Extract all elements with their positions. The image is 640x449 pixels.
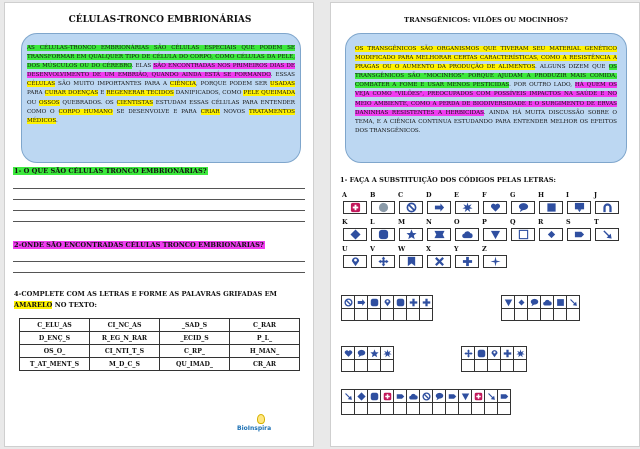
letter-answer-box[interactable] xyxy=(472,402,484,414)
banner-icon xyxy=(427,228,451,241)
letter-answer-box[interactable] xyxy=(567,308,579,320)
arrow-diagonal-icon xyxy=(487,391,496,402)
highlight-color-word: AMARELO xyxy=(14,301,53,309)
text-segment: . POR OUTRO LADO, xyxy=(509,82,575,89)
text-segment: HÁ QUEM OS VEJA COMO "VILÕES", PREOCUPADOS COM POSSÍVEIS IMPACTOS NA SAÚDE E NO MEIO AMBIENTE, COMO A PERDA DE BIODIVERSIDADE E O SURGIMENTO DE ERVAS DANINHAS RESISTENTES A HERBICIDAS xyxy=(355,82,617,116)
code-box[interactable] xyxy=(527,295,541,321)
word-cell[interactable]: D_ENÇ_S xyxy=(20,332,90,345)
cipher-letter: O xyxy=(454,218,460,226)
letter-answer-box[interactable] xyxy=(502,308,514,320)
word-cell[interactable]: C_RAR xyxy=(230,319,300,332)
code-box[interactable] xyxy=(514,295,528,321)
letter-answer-box[interactable] xyxy=(554,308,566,320)
letter-answer-box[interactable] xyxy=(355,308,367,320)
plus-square-icon xyxy=(383,391,392,402)
cipher-entry xyxy=(565,191,593,218)
text-segment: OSSOS xyxy=(39,99,60,106)
code-box[interactable] xyxy=(393,295,407,321)
word-row xyxy=(20,358,300,371)
x-icon xyxy=(427,255,451,268)
cipher-letter: T xyxy=(594,218,599,226)
thick-plus-icon xyxy=(503,348,512,359)
diamond-icon xyxy=(357,391,366,402)
text-segment: CIENTISTAS xyxy=(116,99,154,106)
letter-answer-box[interactable] xyxy=(515,308,527,320)
tag-icon xyxy=(567,228,591,241)
tag-icon xyxy=(448,391,457,402)
cipher-letter: G xyxy=(510,191,516,199)
text-segment: TRATAMENTOS MÉDICOS xyxy=(27,108,295,124)
speech-bubble-icon xyxy=(530,297,539,308)
letter-answer-box[interactable] xyxy=(342,308,354,320)
rounded-square-icon xyxy=(370,297,379,308)
code-box[interactable] xyxy=(406,295,420,321)
code-box[interactable] xyxy=(380,295,394,321)
cipher-key xyxy=(341,191,621,272)
left-question-1: 1- O QUE SÃO CÉLULAS TRONCO EMBRIONÁRIAS? xyxy=(14,167,207,175)
cipher-entry xyxy=(509,218,537,245)
cipher-entry xyxy=(397,218,425,245)
square-icon xyxy=(539,201,563,214)
word-cell[interactable]: QU_IMAD_ xyxy=(160,358,230,371)
text-segment: SÃO ENCONTRADAS NOS PRIMEIROS DIAS DE DESENVOLVIMENTO DE UM EMBRIÃO, QUANDO AINDA ESTÁ SE FORMANDO xyxy=(27,63,295,79)
publisher-logo: BioInspira xyxy=(237,425,272,432)
tag-icon xyxy=(500,391,509,402)
sparkle-icon xyxy=(483,255,507,268)
word-cell[interactable]: CI_NTI_T_S xyxy=(90,345,160,358)
code-box[interactable] xyxy=(500,346,514,372)
word-row xyxy=(20,332,300,345)
text-segment: DANIFICADOS, COMO xyxy=(173,90,244,97)
cipher-letter: B xyxy=(370,191,376,199)
letter-answer-box[interactable] xyxy=(355,359,367,371)
text-segment: PARA xyxy=(27,90,45,97)
cipher-entry xyxy=(341,191,369,218)
word-cell[interactable]: H_MAN_ xyxy=(230,345,300,358)
star-icon xyxy=(399,228,423,241)
text-segment: PELE QUEIMADA xyxy=(243,90,295,97)
code-box[interactable] xyxy=(393,389,407,415)
letter-answer-box[interactable] xyxy=(368,359,380,371)
letter-answer-box[interactable] xyxy=(420,402,432,414)
code-box[interactable] xyxy=(501,295,515,321)
cloud-icon xyxy=(455,228,479,241)
word-cell[interactable]: M_D_C_S xyxy=(90,358,160,371)
code-word-row xyxy=(341,295,432,321)
pin-icon xyxy=(490,348,499,359)
arrow-icon xyxy=(357,297,366,308)
cipher-letter: S xyxy=(566,218,571,226)
code-box[interactable] xyxy=(406,389,420,415)
cipher-letter: H xyxy=(538,191,545,199)
no-entry-icon xyxy=(422,391,431,402)
star-icon xyxy=(370,348,379,359)
triangle-down-icon xyxy=(504,297,513,308)
text-segment: CRIAR xyxy=(200,108,220,115)
tag-icon xyxy=(396,391,405,402)
burst-icon xyxy=(516,348,525,359)
letter-answer-box[interactable] xyxy=(528,308,540,320)
cross-arrows-icon xyxy=(464,348,473,359)
cipher-entry xyxy=(425,191,453,218)
right-worksheet-page xyxy=(330,2,640,447)
cipher-letter: J xyxy=(594,191,598,199)
cipher-letter: C xyxy=(398,191,404,199)
word-cell[interactable]: CR_AR xyxy=(230,358,300,371)
plus-square-icon xyxy=(343,201,367,214)
burst-icon xyxy=(455,201,479,214)
text-segment: CÉLULAS xyxy=(27,81,56,88)
cipher-entry xyxy=(341,245,369,272)
left-worksheet-page xyxy=(4,2,314,447)
word-cell[interactable]: T_AT_MENT_S xyxy=(20,358,90,371)
text-segment: NOVOS xyxy=(219,108,249,115)
thick-plus-icon xyxy=(409,297,418,308)
triangle-down-icon xyxy=(483,228,507,241)
code-box[interactable] xyxy=(341,389,355,415)
rounded-square-icon xyxy=(371,228,395,241)
letter-answer-box[interactable] xyxy=(381,402,393,414)
letter-answer-box[interactable] xyxy=(433,402,445,414)
cipher-entry xyxy=(369,245,397,272)
letter-answer-box[interactable] xyxy=(459,402,471,414)
letter-answer-box[interactable] xyxy=(381,359,393,371)
word-row xyxy=(20,345,300,358)
cipher-entry xyxy=(453,245,481,272)
left-question-4 xyxy=(13,290,278,298)
speech-bubble-icon xyxy=(435,391,444,402)
left-reading-text xyxy=(27,44,295,126)
cipher-letter: D xyxy=(426,191,432,199)
cipher-letter: W xyxy=(398,245,406,253)
cipher-entry xyxy=(397,191,425,218)
letter-answer-box[interactable] xyxy=(368,402,380,414)
cipher-entry xyxy=(565,218,593,245)
cipher-entry xyxy=(593,218,621,245)
text-segment: OS TRANSGÊNICOS SÃO "MOCINHOS" PORQUE AJUDAM A PRODUZIR MAIS COMIDA, COMBATER A FOME E USAR MENOS PESTICIDAS xyxy=(355,64,617,89)
cipher-letter: X xyxy=(426,245,431,253)
lightbulb-icon xyxy=(257,414,265,424)
cipher-entry xyxy=(341,218,369,245)
text-segment: ESTUDAM ESSAS CÉLULAS PARA ENTENDER COMO O xyxy=(27,99,295,115)
word-cell[interactable]: R_EG_N_RAR xyxy=(90,332,160,345)
answer-line[interactable] xyxy=(13,210,305,211)
callout-icon xyxy=(567,201,591,214)
text-segment: . ALGUNS DIZEM QUE xyxy=(535,64,609,71)
letter-answer-box[interactable] xyxy=(394,402,406,414)
code-box[interactable] xyxy=(540,295,554,321)
cipher-entry xyxy=(425,245,453,272)
letter-answer-box[interactable] xyxy=(394,308,406,320)
cipher-entry xyxy=(593,191,621,218)
cipher-letter: K xyxy=(342,218,348,226)
text-segment: REGENERAR TECIDOS xyxy=(106,90,174,97)
code-box[interactable] xyxy=(380,389,394,415)
text-segment: , PORQUE PODEM SER xyxy=(195,81,271,88)
text-segment: USADAS xyxy=(270,81,295,88)
rounded-square-icon xyxy=(477,348,486,359)
small-diamond-icon xyxy=(517,297,526,308)
code-box[interactable] xyxy=(419,295,433,321)
code-box[interactable] xyxy=(354,295,368,321)
text-segment: . AINDA HÁ MUITA DISCUSSÃO SOBRE O TEMA, E A CIÊNCIA CONTINUA ESTUDANDO PARA ENTENDER MELHOR OS EFEITOS DOS TRANSGÊNICOS. xyxy=(355,109,617,134)
code-box[interactable] xyxy=(497,389,511,415)
letter-answer-box[interactable] xyxy=(368,308,380,320)
letter-answer-box[interactable] xyxy=(446,402,458,414)
code-box[interactable] xyxy=(513,346,527,372)
pin-icon xyxy=(383,297,392,308)
left-question-2: 2-ONDE SÃO ENCONTRADAS CÉLULAS TRONCO EMBRIONÁRIAS? xyxy=(14,241,264,249)
cipher-letter: Y xyxy=(454,245,459,253)
right-question-1: 1- FAÇA A SUBSTITUIÇÃO DOS CÓDIGOS PELAS LETRAS: xyxy=(340,176,556,184)
left-question-4-text: 4-COMPLETE COM AS LETRAS E FORME AS PALAVRAS GRIFADAS EM xyxy=(14,290,277,298)
heart-icon xyxy=(483,201,507,214)
text-segment: CORPO HUMANO xyxy=(58,108,113,115)
speech-bubble-icon xyxy=(357,348,366,359)
text-segment: . ESSAS xyxy=(270,72,296,79)
code-word-row xyxy=(461,346,526,372)
code-box[interactable] xyxy=(487,346,501,372)
cipher-entry xyxy=(369,191,397,218)
heart-icon xyxy=(344,348,353,359)
letter-answer-box[interactable] xyxy=(342,402,354,414)
arrow-diagonal-icon xyxy=(344,391,353,402)
cipher-entry xyxy=(453,218,481,245)
gray-circle-icon xyxy=(371,201,395,214)
pin-icon xyxy=(343,255,367,268)
cipher-letter: N xyxy=(426,218,432,226)
cipher-entry xyxy=(509,191,537,218)
code-box[interactable] xyxy=(354,389,368,415)
letter-answer-box[interactable] xyxy=(342,359,354,371)
code-box[interactable] xyxy=(380,346,394,372)
letter-answer-box[interactable] xyxy=(381,308,393,320)
code-word-row xyxy=(341,346,393,372)
cipher-letter: I xyxy=(566,191,569,199)
empty-square-icon xyxy=(511,228,535,241)
thick-plus-icon xyxy=(422,297,431,308)
square-icon xyxy=(556,297,565,308)
text-segment: CURAR DOENÇAS xyxy=(44,90,99,97)
text-segment: . xyxy=(56,117,58,124)
code-box[interactable] xyxy=(341,295,355,321)
cipher-letter: F xyxy=(482,191,487,199)
rounded-square-icon xyxy=(396,297,405,308)
cipher-letter: V xyxy=(370,245,375,253)
text-segment: CIÊNCIA xyxy=(169,81,196,88)
cipher-entry xyxy=(481,245,509,272)
code-box[interactable] xyxy=(354,346,368,372)
code-box[interactable] xyxy=(432,389,446,415)
letter-answer-box[interactable] xyxy=(462,359,474,371)
code-box[interactable] xyxy=(341,346,355,372)
answer-line[interactable] xyxy=(13,188,305,189)
text-segment: OU xyxy=(27,99,40,106)
cipher-entry xyxy=(537,218,565,245)
rounded-square-icon xyxy=(370,391,379,402)
word-cell[interactable]: OS_O_ xyxy=(20,345,90,358)
word-completion-table xyxy=(19,318,300,371)
small-diamond-icon xyxy=(539,228,563,241)
letter-answer-box[interactable] xyxy=(420,308,432,320)
text-segment: SÃO MUITO IMPORTANTES PARA A xyxy=(55,81,170,88)
answer-line[interactable] xyxy=(13,221,305,222)
code-word-row xyxy=(501,295,579,321)
text-segment: E xyxy=(98,90,107,97)
cipher-entry xyxy=(397,245,425,272)
left-question-4-cont xyxy=(13,301,98,309)
right-page-title: TRANSGÊNICOS: VILÕES OU MOCINHOS? xyxy=(404,16,568,24)
cipher-letter: L xyxy=(370,218,375,226)
code-box[interactable] xyxy=(419,389,433,415)
cipher-letter: R xyxy=(538,218,544,226)
arrow-diagonal-icon xyxy=(595,228,619,241)
arrow-icon xyxy=(427,201,451,214)
code-box[interactable] xyxy=(458,389,472,415)
text-segment: AS CÉLULAS-TRONCO EMBRIONÁRIAS SÃO CÉLULAS ESPECIAIS QUE PODEM SE TRANSFORMAR EM QUALQUER TIPO DE CÉLULA DO CORPO, COMO CÉLULAS DA PELE, DOS MÚSCULOS OU DO CÉREBRO xyxy=(27,45,295,70)
cipher-letter: P xyxy=(482,218,487,226)
word-cell[interactable]: CI_NC_AS xyxy=(90,319,160,332)
right-reading-text xyxy=(355,45,617,136)
burst-icon xyxy=(383,348,392,359)
letter-answer-box[interactable] xyxy=(514,359,526,371)
letter-answer-box[interactable] xyxy=(475,359,487,371)
cipher-entry xyxy=(369,218,397,245)
cipher-entry xyxy=(537,191,565,218)
cross-arrows-icon xyxy=(371,255,395,268)
word-cell[interactable]: _ECID_S xyxy=(160,332,230,345)
code-box[interactable] xyxy=(367,295,381,321)
cipher-letter: E xyxy=(454,191,459,199)
answer-line[interactable] xyxy=(13,261,305,262)
code-box[interactable] xyxy=(367,389,381,415)
triangle-down-icon xyxy=(461,391,470,402)
code-word-row xyxy=(341,389,510,415)
diamond-icon xyxy=(343,228,367,241)
cipher-letter: Q xyxy=(510,218,516,226)
code-box[interactable] xyxy=(553,295,567,321)
text-segment: OS TRANSGÊNICOS SÃO ORGANISMOS QUE TIVERAM SEU MATERIAL GENÉTICO MODIFICADO PARA MELHORAR CERTAS CARACTERÍSTICAS, COMO A RESISTÊNCIA A PRAGAS OU O AUMENTO DA PRODUÇÃO DE ALIMENTOS xyxy=(355,46,617,71)
speech-bubble-icon xyxy=(511,201,535,214)
cipher-entry xyxy=(425,218,453,245)
word-cell[interactable]: _SAD_S xyxy=(160,319,230,332)
code-box[interactable] xyxy=(566,295,580,321)
word-cell[interactable]: C_ELU_AS xyxy=(20,319,90,332)
code-box[interactable] xyxy=(484,389,498,415)
answer-line[interactable] xyxy=(13,272,305,273)
code-box[interactable] xyxy=(445,389,459,415)
cipher-letter: A xyxy=(342,191,347,199)
cloud-icon xyxy=(409,391,418,402)
code-box[interactable] xyxy=(367,346,381,372)
code-box[interactable] xyxy=(471,389,485,415)
word-row xyxy=(20,319,300,332)
text-segment: SE DESENVOLVE E PARA xyxy=(112,108,201,115)
cipher-letter: U xyxy=(342,245,348,253)
cipher-entry xyxy=(481,191,509,218)
word-cell[interactable]: P_L_ xyxy=(230,332,300,345)
word-cell[interactable]: C_RP_ xyxy=(160,345,230,358)
cipher-letter: Z xyxy=(482,245,487,253)
code-box[interactable] xyxy=(474,346,488,372)
letter-answer-box[interactable] xyxy=(407,402,419,414)
no-entry-icon xyxy=(399,201,423,214)
arrow-diagonal-icon xyxy=(569,297,578,308)
left-page-title: CÉLULAS-TRONCO EMBRIONÁRIAS xyxy=(68,15,252,25)
cipher-entry xyxy=(453,191,481,218)
cipher-letter: M xyxy=(398,218,406,226)
plus-square-icon xyxy=(474,391,483,402)
thick-plus-icon xyxy=(455,255,479,268)
letter-answer-box[interactable] xyxy=(485,402,497,414)
letter-answer-box[interactable] xyxy=(407,308,419,320)
letter-answer-box[interactable] xyxy=(501,359,513,371)
letter-answer-box[interactable] xyxy=(488,359,500,371)
text-segment: . ELAS xyxy=(131,63,154,70)
arch-icon xyxy=(595,201,619,214)
letter-answer-box[interactable] xyxy=(498,402,510,414)
cloud-icon xyxy=(543,297,552,308)
letter-answer-box[interactable] xyxy=(355,402,367,414)
bookmark-icon xyxy=(399,255,423,268)
left-question-4-rest: NO TEXTO: xyxy=(52,301,97,309)
code-box[interactable] xyxy=(461,346,475,372)
answer-line[interactable] xyxy=(13,199,305,200)
cipher-entry xyxy=(481,218,509,245)
text-segment: QUEBRADOS. OS xyxy=(59,99,117,106)
letter-answer-box[interactable] xyxy=(541,308,553,320)
no-entry-icon xyxy=(344,297,353,308)
